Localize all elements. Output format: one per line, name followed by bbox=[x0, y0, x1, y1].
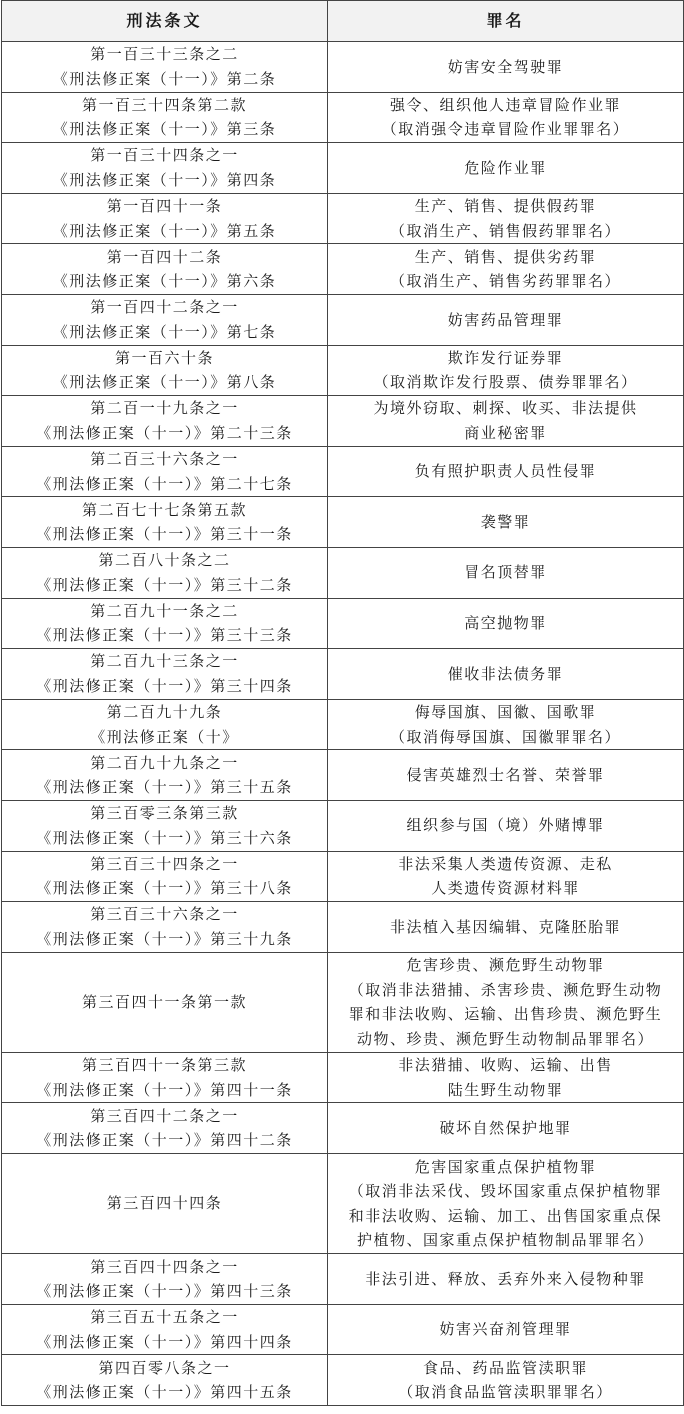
article-cell bbox=[2, 750, 328, 801]
table-row bbox=[2, 1304, 684, 1355]
crime-line: （取消非法猎捕、杀害珍贵、濒危野生动物 bbox=[348, 980, 663, 999]
crime-cell bbox=[328, 497, 684, 548]
article-line: 《刑法修正案（十一）》第四十一条 bbox=[36, 1080, 293, 1099]
crime-cell bbox=[328, 902, 684, 953]
crime-cell bbox=[328, 1355, 684, 1406]
article-cell bbox=[2, 952, 328, 1052]
header-crime: 罪名 bbox=[328, 1, 684, 42]
article-cell bbox=[2, 699, 328, 750]
crime-cell bbox=[328, 1103, 684, 1154]
article-cell bbox=[2, 92, 328, 143]
crime-line: 组织参与国（境）外赌博罪 bbox=[406, 816, 605, 835]
crime-line: 人类遗传资源材料罪 bbox=[431, 879, 580, 898]
crime-cell bbox=[328, 42, 684, 93]
table-row bbox=[2, 699, 684, 750]
article-line: 第三百四十一条第三款 bbox=[81, 1056, 247, 1075]
article-cell bbox=[2, 1304, 328, 1355]
table-header-row bbox=[2, 1, 684, 42]
crime-line: 罪和非法收购、运输、出售珍贵、濒危野生 bbox=[348, 1005, 663, 1024]
article-line: 《刑法修正案（十一）》第三条 bbox=[52, 120, 277, 139]
article-cell bbox=[2, 396, 328, 447]
crime-line: 非法引进、释放、丢弃外来入侵物种罪 bbox=[365, 1269, 646, 1288]
article-line: 《刑法修正案（十一）》第三十五条 bbox=[36, 778, 293, 797]
crime-line: （取消欺诈发行股票、债券罪罪名） bbox=[373, 373, 638, 392]
article-line: 《刑法修正案（十一）》第三十六条 bbox=[36, 828, 293, 847]
crime-line: 危险作业罪 bbox=[464, 158, 547, 177]
table-row bbox=[2, 244, 684, 295]
article-line: 第三百四十二条之一 bbox=[90, 1106, 239, 1125]
crime-cell bbox=[328, 143, 684, 194]
article-line: 《刑法修正案（十一）》第四十五条 bbox=[36, 1383, 293, 1402]
table-row bbox=[2, 396, 684, 447]
crime-line: 侵害英雄烈士名誉、荣誉罪 bbox=[406, 765, 605, 784]
crime-line: （取消食品监管渎职罪罪名） bbox=[398, 1383, 613, 1402]
crime-cell bbox=[328, 294, 684, 345]
article-line: 第一百四十一条 bbox=[106, 197, 223, 216]
crime-cell bbox=[328, 1254, 684, 1305]
table-row bbox=[2, 294, 684, 345]
article-line: 第四百零八条之一 bbox=[98, 1358, 231, 1377]
crime-line: 妨害药品管理罪 bbox=[447, 310, 564, 329]
article-line: 《刑法修正案（十一）》第三十一条 bbox=[36, 525, 293, 544]
crime-cell bbox=[328, 193, 684, 244]
crime-cell bbox=[328, 800, 684, 851]
crime-line: 破坏自然保护地罪 bbox=[439, 1119, 572, 1138]
table-row bbox=[2, 1154, 684, 1254]
crime-cell bbox=[328, 598, 684, 649]
article-cell bbox=[2, 1052, 328, 1103]
table-row bbox=[2, 345, 684, 396]
crime-line: 动物、珍贵、濒危野生动物制品罪罪名） bbox=[356, 1029, 654, 1048]
crime-line: 为境外窃取、刺探、收买、非法提供 bbox=[373, 399, 638, 418]
crime-line: （取消侮辱国旗、国徽罪罪名） bbox=[389, 727, 621, 746]
article-cell bbox=[2, 1103, 328, 1154]
crime-line: 欺诈发行证券罪 bbox=[447, 348, 564, 367]
crime-line: （取消生产、销售劣药罪罪名） bbox=[389, 272, 621, 291]
crime-cell bbox=[328, 446, 684, 497]
crime-line: 非法猎捕、收购、运输、出售 bbox=[398, 1056, 613, 1075]
article-cell bbox=[2, 193, 328, 244]
table-row bbox=[2, 1103, 684, 1154]
article-line: 第一百四十二条之一 bbox=[90, 298, 239, 317]
table-row bbox=[2, 851, 684, 902]
crime-line: 非法采集人类遗传资源、走私 bbox=[398, 854, 613, 873]
article-line: 第三百四十四条之一 bbox=[90, 1257, 239, 1276]
article-line: 第三百三十六条之一 bbox=[90, 905, 239, 924]
table-row bbox=[2, 902, 684, 953]
article-cell bbox=[2, 902, 328, 953]
article-line: 第一百三十四条之一 bbox=[90, 146, 239, 165]
crime-cell bbox=[328, 649, 684, 700]
article-line: 《刑法修正案（十一）》第二十三条 bbox=[36, 423, 293, 442]
table-row bbox=[2, 952, 684, 1052]
article-line: 第三百四十四条 bbox=[106, 1194, 223, 1213]
article-cell bbox=[2, 1154, 328, 1254]
article-line: 《刑法修正案（十一）》第四十三条 bbox=[36, 1282, 293, 1301]
article-line: 《刑法修正案（十一）》第二条 bbox=[52, 69, 277, 88]
article-cell bbox=[2, 598, 328, 649]
crime-line: 冒名顶替罪 bbox=[464, 563, 547, 582]
table-row bbox=[2, 446, 684, 497]
article-line: 《刑法修正案（十一）》第七条 bbox=[52, 322, 277, 341]
crime-cell bbox=[328, 1052, 684, 1103]
article-line: 第二百九十九条之一 bbox=[90, 753, 239, 772]
table-row bbox=[2, 497, 684, 548]
crime-cell bbox=[328, 92, 684, 143]
crime-cell bbox=[328, 547, 684, 598]
article-cell bbox=[2, 800, 328, 851]
article-line: 《刑法修正案（十一）》第四十四条 bbox=[36, 1332, 293, 1351]
crime-line: 高空抛物罪 bbox=[464, 614, 547, 633]
article-line: 第三百零三条第三款 bbox=[90, 804, 239, 823]
crime-cell bbox=[328, 1304, 684, 1355]
article-line: 《刑法修正案（十一）》第三十四条 bbox=[36, 676, 293, 695]
table-row bbox=[2, 42, 684, 93]
crime-line: （取消强令违章冒险作业罪罪名） bbox=[381, 120, 630, 139]
article-line: 第二百八十条之二 bbox=[98, 551, 231, 570]
table-row bbox=[2, 598, 684, 649]
crime-cell bbox=[328, 345, 684, 396]
crime-line: 商业秘密罪 bbox=[464, 423, 547, 442]
crime-line: 妨害安全驾驶罪 bbox=[447, 57, 564, 76]
article-line: 《刑法修正案（十一）》第五条 bbox=[52, 221, 277, 240]
table-row bbox=[2, 1254, 684, 1305]
table-row bbox=[2, 800, 684, 851]
crime-cell bbox=[328, 396, 684, 447]
article-line: 第二百七十七条第五款 bbox=[81, 500, 247, 519]
header-article: 刑法条文 bbox=[2, 1, 328, 42]
article-cell bbox=[2, 1355, 328, 1406]
crime-line: 负有照护职责人员性侵罪 bbox=[414, 462, 597, 481]
crime-line: 陆生野生动物罪 bbox=[447, 1080, 564, 1099]
article-line: 第二百九十三条之一 bbox=[90, 652, 239, 671]
article-cell bbox=[2, 446, 328, 497]
table-row bbox=[2, 92, 684, 143]
article-cell bbox=[2, 42, 328, 93]
crime-line: 危害国家重点保护植物罪 bbox=[414, 1157, 597, 1176]
article-cell bbox=[2, 1254, 328, 1305]
article-line: 《刑法修正案（十一）》第四十二条 bbox=[36, 1131, 293, 1150]
article-line: 第三百五十五条之一 bbox=[90, 1308, 239, 1327]
table-row bbox=[2, 1355, 684, 1406]
table-row bbox=[2, 750, 684, 801]
crime-line: 护植物、国家重点保护植物制品罪罪名） bbox=[356, 1231, 654, 1250]
article-line: 第二百九十九条 bbox=[106, 703, 223, 722]
crime-cell bbox=[328, 1154, 684, 1254]
crime-line: 侮辱国旗、国徽、国歌罪 bbox=[414, 703, 597, 722]
article-line: 第三百三十四条之一 bbox=[90, 854, 239, 873]
article-line: 第一百六十条 bbox=[114, 348, 214, 367]
table-row bbox=[2, 649, 684, 700]
article-line: 第一百三十三条之二 bbox=[90, 45, 239, 64]
crime-line: 妨害兴奋剂管理罪 bbox=[439, 1320, 572, 1339]
article-line: 第三百四十一条第一款 bbox=[81, 993, 247, 1012]
crime-line: 非法植入基因编辑、克隆胚胎罪 bbox=[389, 917, 621, 936]
article-cell bbox=[2, 294, 328, 345]
article-line: 《刑法修正案（十一）》第八条 bbox=[52, 373, 277, 392]
article-cell bbox=[2, 547, 328, 598]
article-line: 第二百一十九条之一 bbox=[90, 399, 239, 418]
criminal-law-table bbox=[1, 0, 684, 1406]
article-line: 《刑法修正案（十一）》第三十九条 bbox=[36, 929, 293, 948]
article-line: 《刑法修正案（十一）》第二十七条 bbox=[36, 474, 293, 493]
table-row bbox=[2, 1052, 684, 1103]
crime-line: 袭警罪 bbox=[480, 512, 531, 531]
article-line: 《刑法修正案（十》 bbox=[90, 727, 239, 746]
article-line: 《刑法修正案（十一）》第三十二条 bbox=[36, 575, 293, 594]
crime-cell bbox=[328, 699, 684, 750]
crime-line: 强令、组织他人违章冒险作业罪 bbox=[389, 95, 621, 114]
article-cell bbox=[2, 244, 328, 295]
crime-line: 生产、销售、提供劣药罪 bbox=[414, 247, 597, 266]
article-cell bbox=[2, 851, 328, 902]
table-row bbox=[2, 547, 684, 598]
article-line: 《刑法修正案（十一）》第三十八条 bbox=[36, 879, 293, 898]
article-line: 《刑法修正案（十一）》第三十三条 bbox=[36, 626, 293, 645]
crime-cell bbox=[328, 952, 684, 1052]
crime-line: （取消生产、销售假药罪罪名） bbox=[389, 221, 621, 240]
table-row bbox=[2, 143, 684, 194]
table-body bbox=[2, 42, 684, 1406]
article-line: 第二百九十一条之二 bbox=[90, 601, 239, 620]
article-cell bbox=[2, 497, 328, 548]
crime-line: （取消非法采伐、毁坏国家重点保护植物罪 bbox=[348, 1182, 663, 1201]
article-cell bbox=[2, 143, 328, 194]
crime-cell bbox=[328, 851, 684, 902]
article-line: 《刑法修正案（十一）》第六条 bbox=[52, 272, 277, 291]
crime-cell bbox=[328, 244, 684, 295]
article-cell bbox=[2, 649, 328, 700]
article-line: 第一百四十二条 bbox=[106, 247, 223, 266]
article-line: 第二百三十六条之一 bbox=[90, 450, 239, 469]
crime-line: 催收非法债务罪 bbox=[447, 664, 564, 683]
article-line: 《刑法修正案（十一）》第四条 bbox=[52, 170, 277, 189]
article-cell bbox=[2, 345, 328, 396]
crime-line: 和非法收购、运输、加工、出售国家重点保 bbox=[348, 1206, 663, 1225]
crime-line: 食品、药品监管渎职罪 bbox=[422, 1358, 588, 1377]
crime-cell bbox=[328, 750, 684, 801]
table-row bbox=[2, 193, 684, 244]
article-line: 第一百三十四条第二款 bbox=[81, 95, 247, 114]
crime-line: 生产、销售、提供假药罪 bbox=[414, 197, 597, 216]
crime-line: 危害珍贵、濒危野生动物罪 bbox=[406, 956, 605, 975]
